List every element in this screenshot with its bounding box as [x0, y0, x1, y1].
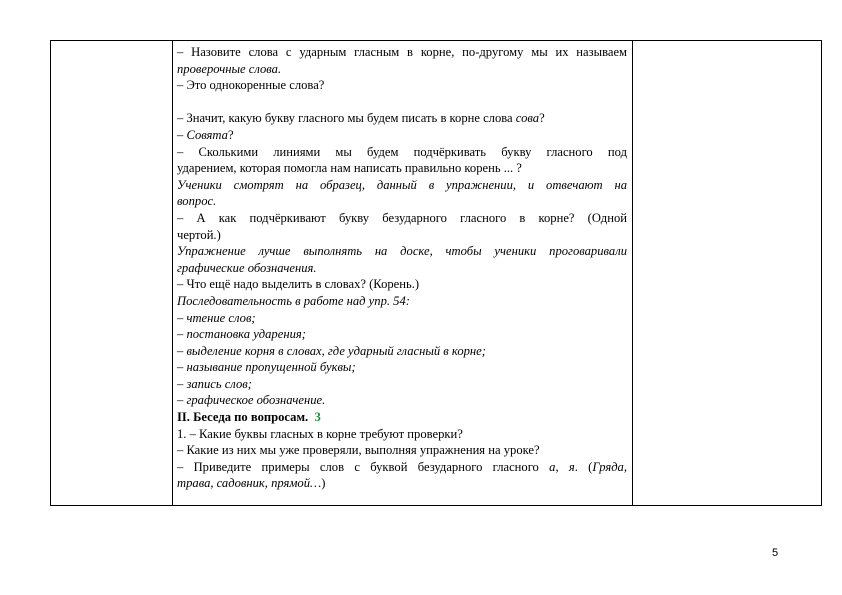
list-item: – графическое обозначение.: [177, 393, 326, 408]
text-line: – Назовите слова с ударным гласным в корне, по-другому мы их называем: [177, 45, 627, 59]
list-item: – выделение корня в словах, где ударный гласный в корне;: [177, 343, 486, 358]
text-line: Ученики смотрят на образец, данный в упражнении, и отвечают на: [177, 177, 627, 192]
text-line: ударением, которая помогла нам написать правильно корень ... ?: [177, 161, 522, 176]
text-line: – Что ещё надо выделить в словах? (Корень.): [177, 277, 420, 292]
text-line: – Сколькими линиями мы будем подчёркивать букву гласного под: [177, 144, 627, 159]
text-line: – Значит, какую букву гласного мы будем писать в корне слова сова?: [177, 111, 545, 126]
text-line: вопрос.: [177, 194, 217, 209]
table-column-content: [173, 41, 633, 505]
section-number: 3: [314, 410, 321, 425]
text-line: – Это однокоренные слова?: [177, 78, 325, 93]
lesson-text: [177, 44, 627, 492]
text-line: 1. – Какие буквы гласных в корне требуют проверки?: [177, 426, 463, 441]
text-line: – Приведите примеры слов с буквой безударного гласного а, я. (Гряда,: [177, 459, 628, 474]
list-item: – запись слов;: [177, 376, 252, 391]
text-line: – Какие из них мы уже проверяли, выполняя упражнения на уроке?: [177, 443, 540, 458]
section-heading: II. Беседа по вопросам. 3: [177, 410, 321, 425]
table-column-left: [50, 41, 173, 505]
text-line: проверочные слова.: [177, 61, 282, 76]
text-line: – А как подчёркивают букву безударного гласного в корне? (Одной: [177, 210, 627, 225]
list-item: – чтение слов;: [177, 310, 256, 325]
table-column-right: [633, 41, 822, 505]
text-line: Упражнение лучше выполнять на доске, чтобы ученики проговаривали: [177, 244, 627, 259]
text-line: чертой.): [177, 227, 221, 242]
text-line: трава, садовник, прямой…): [177, 476, 326, 491]
lesson-table: [50, 40, 822, 506]
text-line: графические обозначения.: [177, 260, 317, 275]
list-item: – постановка ударения;: [177, 327, 306, 342]
page-number: 5: [772, 547, 779, 559]
text-line: Последовательность в работе над упр. 54:: [177, 293, 410, 308]
list-item: – называние пропущенной буквы;: [177, 360, 356, 375]
text-line: – Совята?: [177, 127, 234, 142]
